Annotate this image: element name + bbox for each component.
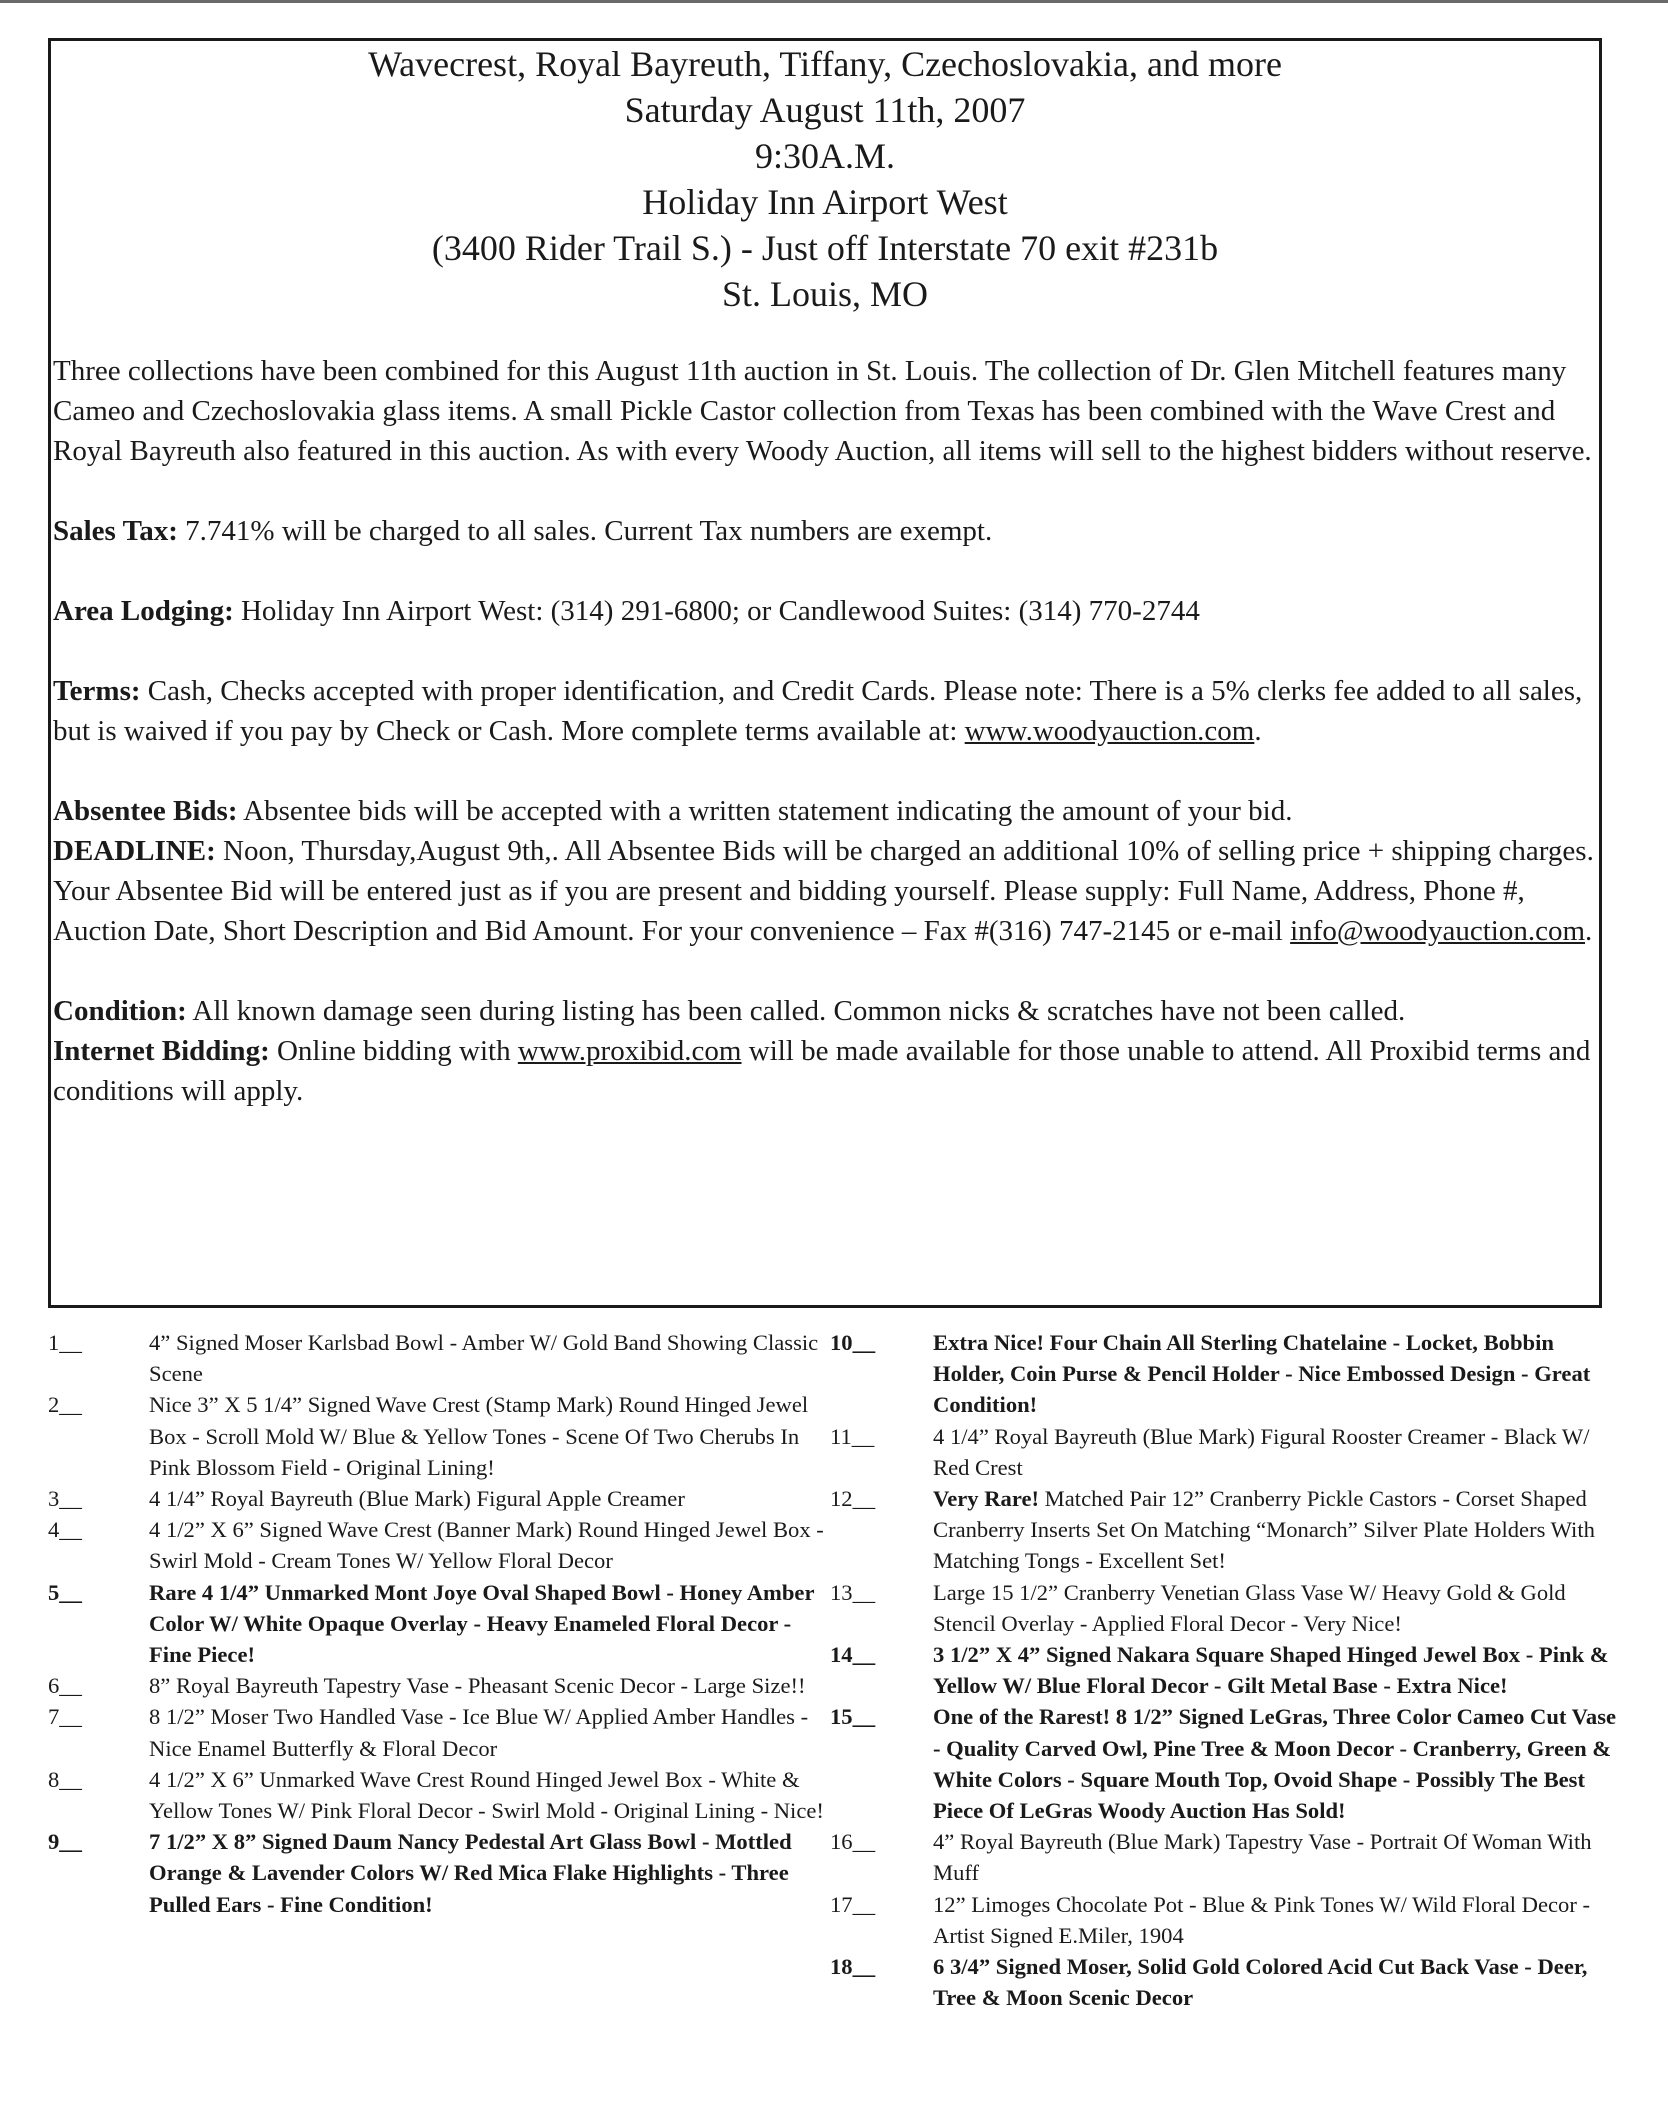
lot-list-right	[830, 1327, 1620, 2013]
lot-item	[48, 1483, 828, 1514]
header-venue: Holiday Inn Airport West	[642, 182, 1008, 222]
lot-item	[830, 1889, 1620, 1951]
lot-number: 8__	[48, 1766, 82, 1792]
terms-label: Terms:	[53, 675, 141, 707]
lot-description: 6 3/4” Signed Moser, Solid Gold Colored Acid Cut Back Vase - Deer, Tree & Moon Scenic Decor	[933, 1954, 1588, 2011]
lodging-label: Area Lodging:	[53, 595, 234, 627]
header-title: Wavecrest, Royal Bayreuth, Tiffany, Czechoslovakia, and more	[368, 44, 1282, 84]
lot-description: One of the Rarest! 8 1/2” Signed LeGras, Three Color Cameo Cut Vase - Quality Carved Owl, Pine Tree & Moon Decor - Cranberry, Green & White Colors - Square Mouth Top, Ovoid Shape - Possibly The Best Piece Of LeGras Woody Auction Has Sold!	[933, 1704, 1617, 1824]
sales-tax-label: Sales Tax:	[53, 515, 178, 547]
lot-item	[48, 1670, 828, 1701]
lot-item	[830, 1483, 1620, 1577]
lot-number: 12__	[830, 1486, 876, 1512]
absentee-label: Absentee Bids:	[53, 795, 238, 827]
lot-description: 4 1/4” Royal Bayreuth (Blue Mark) Figural Rooster Creamer - Black W/ Red Crest	[933, 1423, 1590, 1480]
lot-number: 11__	[830, 1423, 875, 1449]
lot-description: 4” Signed Moser Karlsbad Bowl - Amber W/ Gold Band Showing Classic Scene	[149, 1330, 819, 1387]
lot-description: Matched Pair 12” Cranberry Pickle Castors - Corset Shaped Cranberry Inserts Set On Matching “Monarch” Silver Plate Holders With Matching Tongs - Excellent Set!	[933, 1486, 1595, 1574]
condition-paragraph	[53, 991, 1598, 1031]
lot-item	[830, 1421, 1620, 1483]
terms-end: .	[1254, 715, 1262, 747]
lot-number: 16__	[830, 1829, 876, 1855]
lot-description: 4 1/2” X 6” Signed Wave Crest (Banner Mark) Round Hinged Jewel Box - Swirl Mold - Cream Tones W/ Yellow Floral Decor	[149, 1517, 824, 1574]
lot-item	[48, 1327, 828, 1389]
lot-item	[48, 1764, 828, 1826]
lot-description: 12” Limoges Chocolate Pot - Blue & Pink Tones W/ Wild Floral Decor - Artist Signed E.Miler, 1904	[933, 1891, 1591, 1948]
intro-paragraph: Three collections have been combined for this August 11th auction in St. Louis. The collection of Dr. Glen Mitchell features many Cameo and Czechoslovakia glass items. A small Pickle Castor collection from Texas has been combined with the Wave Crest and Royal Bayreuth also featured in this auction. As with every Woody Auction, all items will sell to the highest bidders without reserve.	[53, 355, 1592, 467]
lot-highlight: Very Rare!	[933, 1486, 1040, 1512]
deadline-paragraph	[53, 831, 1598, 951]
lot-number: 4__	[48, 1517, 82, 1543]
lot-item	[830, 1701, 1620, 1826]
sales-tax-paragraph	[53, 511, 1598, 551]
deadline-label: DEADLINE:	[53, 835, 216, 867]
lot-description: 8” Royal Bayreuth Tapestry Vase - Pheasant Scenic Decor - Large Size!!	[149, 1673, 806, 1699]
auction-header	[51, 41, 1599, 317]
lot-item	[48, 1701, 828, 1763]
internet-paragraph	[53, 1031, 1598, 1111]
lot-number: 3__	[48, 1486, 82, 1512]
auction-details	[53, 351, 1598, 1111]
lot-item	[48, 1514, 828, 1576]
lot-item	[830, 1826, 1620, 1888]
lot-list-left	[48, 1327, 828, 1920]
lot-item	[830, 1327, 1620, 1421]
lot-item	[48, 1826, 828, 1920]
lot-description: Extra Nice! Four Chain All Sterling Chatelaine - Locket, Bobbin Holder, Coin Purse & Pencil Holder - Nice Embossed Design - Great Condition!	[933, 1330, 1591, 1418]
website-link[interactable]: www.woodyauction.com	[964, 715, 1255, 747]
lot-number: 5__	[48, 1579, 82, 1605]
sales-tax-text: 7.741% will be charged to all sales. Current Tax numbers are exempt.	[177, 515, 993, 547]
lot-description: 7 1/2” X 8” Signed Daum Nancy Pedestal Art Glass Bowl - Mottled Orange & Lavender Colors W/ Red Mica Flake Highlights - Three Pulled Ears - Fine Condition!	[149, 1829, 792, 1917]
lot-number: 18__	[830, 1954, 876, 1980]
deadline-text: Noon, Thursday,August 9th,. All Absentee Bids will be charged an additional 10% of selling price + shipping charges. Your Absentee Bid will be entered just as if you are present and bidding yourself. Please supply: Full Name, Address, Phone #, Auction Date, Short Description and Bid Amount. For your convenience – Fax #(316) 747-2145 or e-mail	[53, 835, 1594, 947]
lot-item	[830, 1577, 1620, 1639]
header-date: Saturday August 11th, 2007	[624, 90, 1026, 130]
absentee-text: Absentee bids will be accepted with a written statement indicating the amount of your bid.	[237, 795, 1293, 827]
internet-end: will be made available for those unable to attend. All Proxibid terms and conditions will apply.	[53, 1035, 1591, 1107]
lot-number: 15__	[830, 1704, 876, 1730]
header-time: 9:30A.M.	[754, 136, 895, 176]
info-box	[48, 38, 1602, 1308]
header-city: St. Louis, MO	[721, 274, 929, 314]
lot-description: 4 1/2” X 6” Unmarked Wave Crest Round Hinged Jewel Box - White & Yellow Tones W/ Pink Floral Decor - Swirl Mold - Original Lining - Nice!	[149, 1766, 824, 1824]
internet-text: Online bidding with	[269, 1035, 518, 1067]
lot-item	[48, 1389, 828, 1483]
lot-description: 8 1/2” Moser Two Handled Vase - Ice Blue W/ Applied Amber Handles - Nice Enamel Butterfly & Floral Decor	[149, 1704, 809, 1761]
top-rule	[0, 0, 1668, 3]
lot-description: Large 15 1/2” Cranberry Venetian Glass Vase W/ Heavy Gold & Gold Stencil Overlay - Applied Floral Decor - Very Nice!	[933, 1579, 1566, 1636]
lot-description: Nice 3” X 5 1/4” Signed Wave Crest (Stamp Mark) Round Hinged Jewel Box - Scroll Mold W/ Blue & Yellow Tones - Scene Of Two Cherubs In Pink Blossom Field - Original Lining!	[149, 1392, 809, 1480]
lot-number: 14__	[830, 1642, 876, 1668]
header-address: (3400 Rider Trail S.) - Just off Interstate 70 exit #231b	[431, 228, 1219, 268]
deadline-end: .	[1585, 915, 1593, 947]
lot-number: 13__	[830, 1579, 876, 1605]
lot-description: 4 1/4” Royal Bayreuth (Blue Mark) Figural Apple Creamer	[149, 1486, 685, 1512]
internet-label: Internet Bidding:	[53, 1035, 270, 1067]
email-link[interactable]: info@woodyauction.com	[1290, 915, 1586, 947]
terms-paragraph	[53, 671, 1598, 751]
lot-number: 7__	[48, 1704, 82, 1730]
lot-item	[48, 1577, 828, 1671]
lot-description-wrap	[933, 1483, 1620, 1577]
lot-description: Rare 4 1/4” Unmarked Mont Joye Oval Shaped Bowl - Honey Amber Color W/ White Opaque Overlay - Heavy Enameled Floral Decor - Fine Piece!	[149, 1579, 815, 1668]
absentee-paragraph	[53, 791, 1598, 831]
lot-number: 10__	[830, 1330, 876, 1355]
lot-item	[830, 1639, 1620, 1701]
lot-description: 4” Royal Bayreuth (Blue Mark) Tapestry Vase - Portrait Of Woman With Muff	[933, 1829, 1592, 1886]
condition-label: Condition:	[53, 995, 187, 1027]
proxibid-link[interactable]: www.proxibid.com	[517, 1035, 742, 1067]
lot-number: 9__	[48, 1829, 82, 1855]
lot-number: 6__	[48, 1673, 82, 1699]
lot-item	[830, 1951, 1620, 2013]
lodging-text: Holiday Inn Airport West: (314) 291-6800; or Candlewood Suites: (314) 770-2744	[233, 595, 1200, 627]
lodging-paragraph	[53, 591, 1598, 631]
condition-text: All known damage seen during listing has been called. Common nicks & scratches have not been called.	[186, 995, 1406, 1027]
lot-description: 3 1/2” X 4” Signed Nakara Square Shaped Hinged Jewel Box - Pink & Yellow W/ Blue Floral Decor - Gilt Metal Base - Extra Nice!	[933, 1642, 1609, 1699]
lot-number: 1__	[48, 1330, 82, 1355]
lot-number: 2__	[48, 1392, 82, 1418]
lot-number: 17__	[830, 1891, 876, 1917]
terms-text: Cash, Checks accepted with proper identification, and Credit Cards. Please note: There is a 5% clerks fee added to all sales, but is waived if you pay by Check or Cash. More complete terms available at:	[53, 675, 1583, 747]
